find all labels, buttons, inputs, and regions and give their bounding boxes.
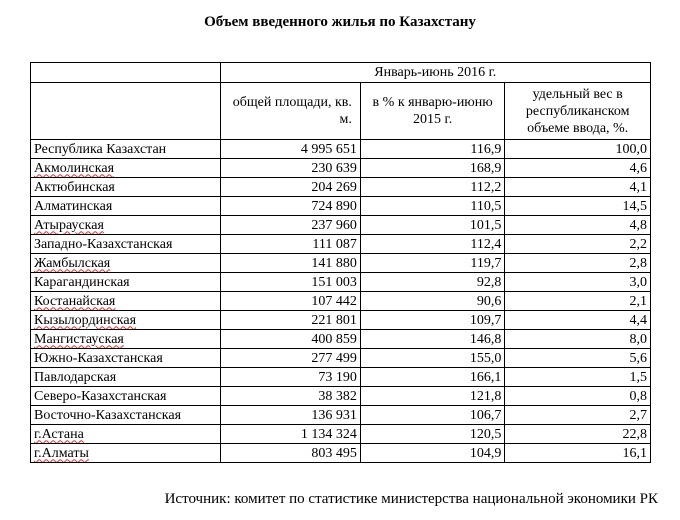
area-value-cell: 141 880 bbox=[220, 254, 360, 273]
percent-value-cell: 168,9 bbox=[360, 159, 505, 178]
region-name-text: Костанайская bbox=[34, 293, 116, 309]
percent-value-cell: 155,0 bbox=[360, 349, 505, 368]
share-value-cell: 2,2 bbox=[505, 235, 651, 254]
region-name-cell: Карагандинская bbox=[31, 273, 221, 292]
region-name-cell bbox=[31, 254, 221, 273]
area-value-cell: 151 003 bbox=[220, 273, 360, 292]
table-row bbox=[31, 292, 651, 311]
percent-value-cell: 104,9 bbox=[360, 444, 505, 463]
source-note: Источник: комитет по статистике министерства национальной экономики РК bbox=[164, 491, 658, 507]
table-row bbox=[31, 349, 651, 368]
region-name-cell: Восточно-Казахстанская bbox=[31, 406, 221, 425]
percent-value-cell: 109,7 bbox=[360, 311, 505, 330]
region-name-cell: Северо-Казахстанская bbox=[31, 387, 221, 406]
area-value-cell: 73 190 bbox=[220, 368, 360, 387]
table-header-row-period bbox=[31, 63, 651, 83]
area-column-header: общей площади, кв. м. bbox=[220, 83, 360, 140]
share-value-cell: 0,8 bbox=[505, 387, 651, 406]
area-value-cell: 277 499 bbox=[220, 349, 360, 368]
percent-value-cell: 166,1 bbox=[360, 368, 505, 387]
region-name-cell: Республика Казахстан bbox=[31, 140, 221, 159]
percent-value-cell: 146,8 bbox=[360, 330, 505, 349]
area-value-cell: 230 639 bbox=[220, 159, 360, 178]
table-row bbox=[31, 254, 651, 273]
region-name-cell bbox=[31, 292, 221, 311]
region-name-cell: Южно-Казахстанская bbox=[31, 349, 221, 368]
area-value-cell: 724 890 bbox=[220, 197, 360, 216]
table-row bbox=[31, 273, 651, 292]
region-name-cell bbox=[31, 311, 221, 330]
region-name-text: Кызылординская bbox=[34, 312, 137, 328]
area-value-cell: 803 495 bbox=[220, 444, 360, 463]
share-value-cell: 4,8 bbox=[505, 216, 651, 235]
table-row bbox=[31, 425, 651, 444]
percent-column-header: в % к январю-июню 2015 г. bbox=[360, 83, 505, 140]
percent-value-cell: 106,7 bbox=[360, 406, 505, 425]
share-value-cell: 14,5 bbox=[505, 197, 651, 216]
share-value-cell: 100,0 bbox=[505, 140, 651, 159]
table-row bbox=[31, 159, 651, 178]
table-row bbox=[31, 178, 651, 197]
area-value-cell: 136 931 bbox=[220, 406, 360, 425]
table-row bbox=[31, 216, 651, 235]
region-name-cell: Актюбинская bbox=[31, 178, 221, 197]
share-value-cell: 22,8 bbox=[505, 425, 651, 444]
table-row bbox=[31, 330, 651, 349]
area-value-cell: 237 960 bbox=[220, 216, 360, 235]
share-value-cell: 4,4 bbox=[505, 311, 651, 330]
share-column-header: удельный вес в республиканском объеме ввода, %. bbox=[505, 83, 651, 140]
table-row bbox=[31, 140, 651, 159]
region-name-cell: Западно-Казахстанская bbox=[31, 235, 221, 254]
share-value-cell: 2,8 bbox=[505, 254, 651, 273]
region-name-text: г.Алматы bbox=[34, 445, 89, 461]
region-name-text: г.Астана bbox=[34, 426, 84, 442]
period-header: Январь-июнь 2016 г. bbox=[220, 63, 650, 83]
share-value-cell: 5,6 bbox=[505, 349, 651, 368]
region-name-text: Жамбылская bbox=[34, 255, 111, 271]
region-column-header bbox=[31, 83, 221, 140]
header-corner-cell bbox=[31, 63, 221, 83]
area-value-cell: 4 995 651 bbox=[220, 140, 360, 159]
percent-value-cell: 110,5 bbox=[360, 197, 505, 216]
percent-value-cell: 90,6 bbox=[360, 292, 505, 311]
area-value-cell: 400 859 bbox=[220, 330, 360, 349]
region-name-text: Акмолинская bbox=[34, 160, 115, 176]
region-name-cell: Павлодарская bbox=[31, 368, 221, 387]
percent-value-cell: 116,9 bbox=[360, 140, 505, 159]
region-name-cell bbox=[31, 159, 221, 178]
share-value-cell: 4,1 bbox=[505, 178, 651, 197]
percent-value-cell: 112,2 bbox=[360, 178, 505, 197]
area-value-cell: 204 269 bbox=[220, 178, 360, 197]
share-value-cell: 4,6 bbox=[505, 159, 651, 178]
percent-value-cell: 120,5 bbox=[360, 425, 505, 444]
housing-table bbox=[30, 62, 651, 463]
table-row bbox=[31, 444, 651, 463]
share-value-cell: 2,7 bbox=[505, 406, 651, 425]
table-header-row-columns bbox=[31, 83, 651, 140]
area-value-cell: 111 087 bbox=[220, 235, 360, 254]
area-value-cell: 38 382 bbox=[220, 387, 360, 406]
share-value-cell: 1,5 bbox=[505, 368, 651, 387]
table-row bbox=[31, 387, 651, 406]
percent-value-cell: 101,5 bbox=[360, 216, 505, 235]
region-name-text: Атырауская bbox=[34, 217, 104, 233]
share-value-cell: 3,0 bbox=[505, 273, 651, 292]
region-name-text: Мангистауская bbox=[34, 331, 124, 347]
share-value-cell: 8,0 bbox=[505, 330, 651, 349]
region-name-cell bbox=[31, 216, 221, 235]
region-name-cell bbox=[31, 330, 221, 349]
area-value-cell: 107 442 bbox=[220, 292, 360, 311]
area-value-cell: 1 134 324 bbox=[220, 425, 360, 444]
table-body bbox=[31, 140, 651, 463]
document-title: Объем введенного жилья по Казахстану bbox=[204, 14, 476, 30]
table-row bbox=[31, 235, 651, 254]
percent-value-cell: 92,8 bbox=[360, 273, 505, 292]
percent-value-cell: 112,4 bbox=[360, 235, 505, 254]
region-name-cell: Алматинская bbox=[31, 197, 221, 216]
region-name-cell bbox=[31, 425, 221, 444]
region-name-cell bbox=[31, 444, 221, 463]
table-row bbox=[31, 406, 651, 425]
share-value-cell: 16,1 bbox=[505, 444, 651, 463]
table-row bbox=[31, 311, 651, 330]
percent-value-cell: 121,8 bbox=[360, 387, 505, 406]
area-value-cell: 221 801 bbox=[220, 311, 360, 330]
percent-value-cell: 119,7 bbox=[360, 254, 505, 273]
table-row bbox=[31, 197, 651, 216]
table-row bbox=[31, 368, 651, 387]
share-value-cell: 2,1 bbox=[505, 292, 651, 311]
